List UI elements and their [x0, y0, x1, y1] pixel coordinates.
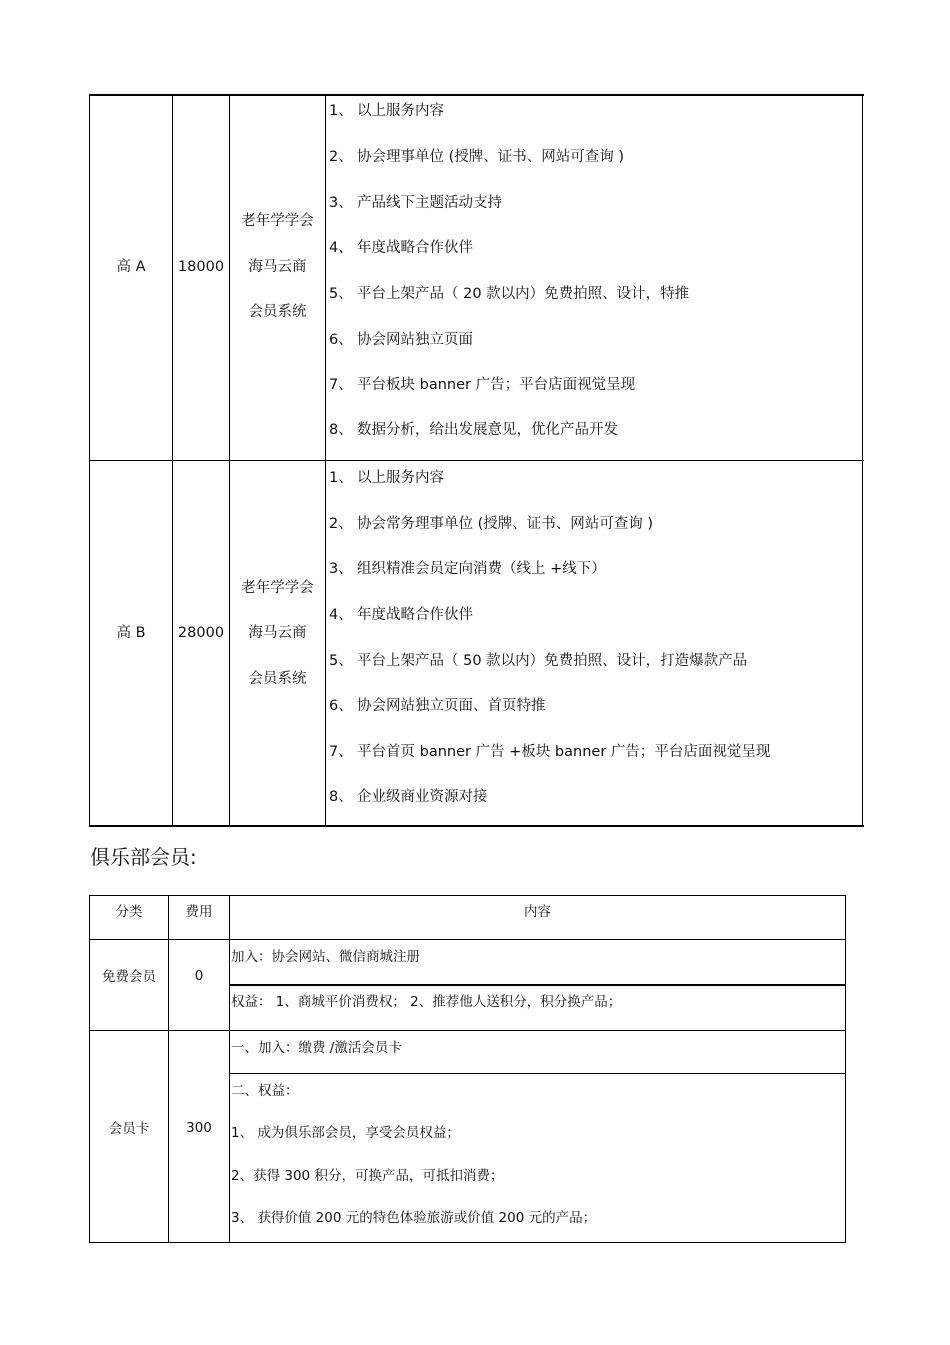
col-divider [172, 94, 173, 827]
row-divider [89, 939, 846, 940]
free-member-rights: 权益： 1、商城平价消费权； 2、推荐他人送积分，积分换产品； [231, 994, 622, 1010]
row-divider [89, 460, 864, 461]
channel-line: 会员系统 [248, 304, 307, 320]
service-item: 3、 组织精准会员定向消费（线上 +线下） [329, 561, 606, 577]
free-member-label: 免费会员 [102, 969, 156, 985]
table-border-top [89, 895, 846, 896]
col-divider [89, 895, 90, 1243]
card-right-item: 3、 获得价值 200 元的特色体验旅游或价值 200 元的产品； [231, 1210, 597, 1226]
service-item: 6、 协会网站独立页面、首页特推 [329, 698, 546, 714]
card-rights-title: 二、权益： [231, 1083, 299, 1099]
free-member-join: 加入：协会网站、微信商城注册 [231, 949, 420, 965]
col-divider [229, 895, 230, 1243]
service-item: 5、 平台上架产品（ 20 款以内）免费拍照、设计，特推 [329, 286, 690, 302]
channel-line: 海马云商 [248, 625, 307, 641]
service-item: 4、 年度战略合作伙伴 [329, 607, 473, 623]
level-label: 高 A [116, 259, 146, 275]
card-member-join: 一、加入：缴费 /激活会员卡 [231, 1040, 402, 1056]
card-right-item: 2、获得 300 积分，可换产品，可抵扣消费； [231, 1168, 504, 1184]
inner-divider [230, 984, 846, 986]
service-item: 1、 以上服务内容 [329, 470, 444, 486]
row-divider [89, 1030, 846, 1031]
card-member-price: 300 [186, 1120, 212, 1136]
channel-line: 老年学学会 [241, 213, 314, 229]
header-fee: 费用 [185, 904, 213, 920]
col-divider [325, 94, 326, 827]
header-content: 内容 [524, 904, 551, 920]
card-right-item: 1、 成为俱乐部会员，享受会员权益； [231, 1125, 460, 1141]
service-item: 2、 协会常务理事单位 (授牌、证书、网站可查询 ) [329, 516, 654, 532]
free-member-price: 0 [194, 968, 204, 984]
col-divider [89, 94, 90, 827]
section-title: 俱乐部会员: [90, 845, 197, 869]
price-value: 18000 [177, 259, 225, 275]
table-border-top [89, 94, 864, 96]
service-item: 5、 平台上架产品（ 50 款以内）免费拍照、设计，打造爆款产品 [329, 653, 748, 669]
col-divider [862, 94, 863, 827]
service-item: 6、 协会网站独立页面 [329, 332, 473, 348]
table-border-bottom [89, 825, 864, 827]
service-item: 8、 数据分析，给出发展意见，优化产品开发 [329, 422, 618, 438]
service-item: 7、 平台板块 banner 广告；平台店面视觉呈现 [329, 377, 636, 393]
channel-line: 海马云商 [248, 259, 307, 275]
table-border-bottom [89, 1242, 846, 1243]
col-divider [168, 895, 169, 1243]
service-item: 4、 年度战略合作伙伴 [329, 240, 473, 256]
service-item: 7、 平台首页 banner 广告 +板块 banner 广告；平台店面视觉呈现 [329, 744, 771, 760]
price-value: 28000 [177, 625, 225, 641]
col-divider [845, 895, 846, 1243]
channel-line: 老年学学会 [241, 580, 314, 596]
card-member-label: 会员卡 [108, 1121, 150, 1137]
inner-divider [230, 1073, 846, 1074]
service-item: 3、 产品线下主题活动支持 [329, 195, 502, 211]
channel-line: 会员系统 [248, 671, 307, 687]
service-item: 8、 企业级商业资源对接 [329, 789, 488, 805]
col-divider [229, 94, 230, 827]
level-label: 高 B [116, 625, 146, 641]
header-category: 分类 [115, 904, 143, 920]
service-item: 1、 以上服务内容 [329, 103, 444, 119]
service-item: 2、 协会理事单位 (授牌、证书、网站可查询 ) [329, 149, 625, 165]
